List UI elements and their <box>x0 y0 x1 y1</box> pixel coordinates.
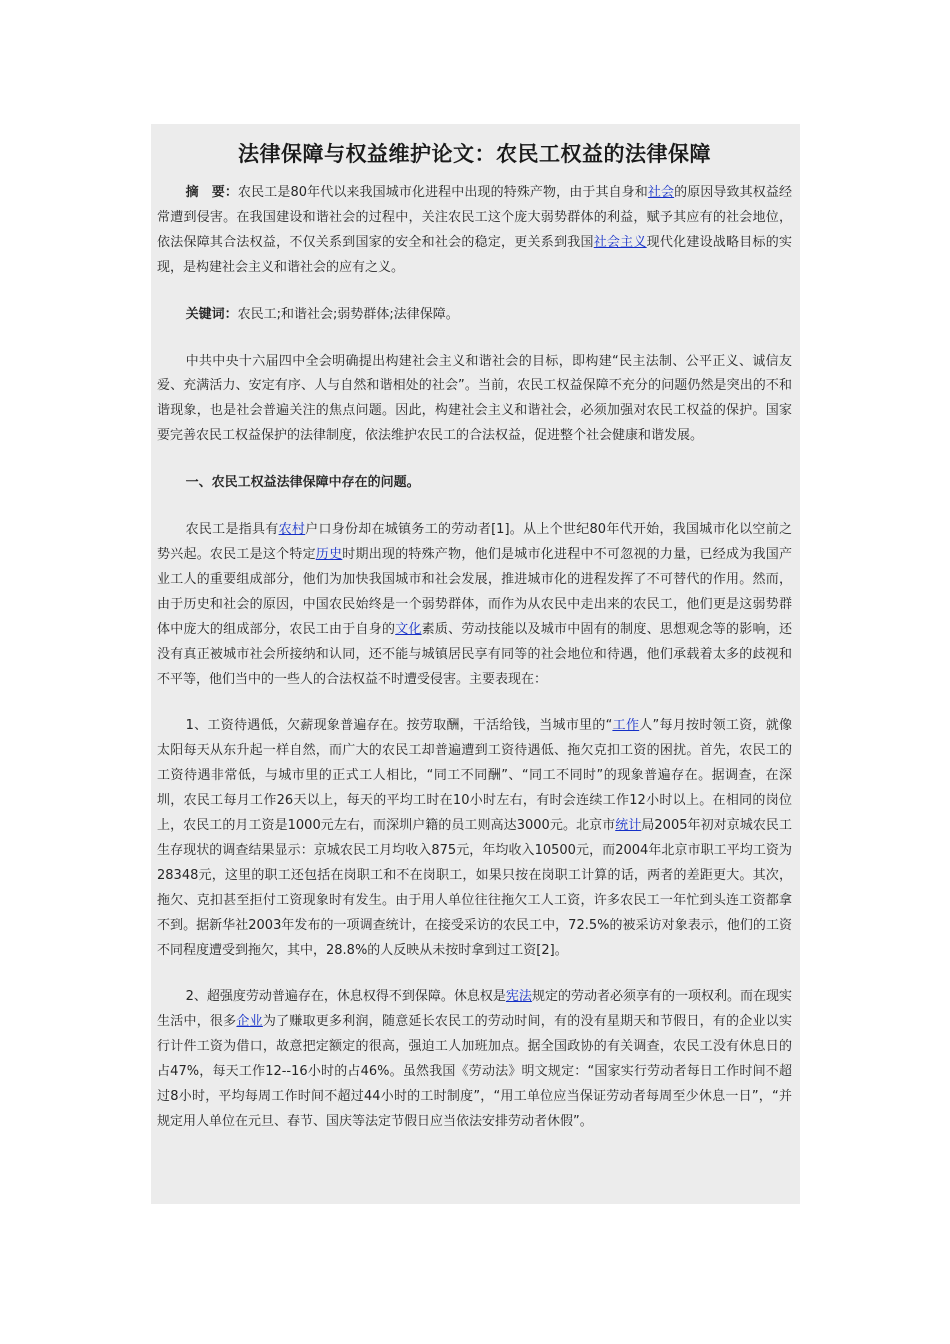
body-paragraph-2 <box>157 714 792 963</box>
abstract-paragraph <box>157 181 792 281</box>
keywords-label: 关键词： <box>185 306 238 322</box>
para-text: 规定的劳动者必须享有的一项权利。而在现实生活中，很多 <box>157 989 792 1030</box>
keywords-text: 农民工;和谐社会;弱势群体;法律保障。 <box>237 306 459 322</box>
para-text: 2、超强度劳动普遍存在，休息权得不到保障。休息权是 <box>185 989 506 1005</box>
abstract-text: 农民工是80年代以来我国城市化进程中出现的特殊产物，由于其自身和 <box>238 185 648 200</box>
section-heading: 一、农民工权益法律保障中存在的问题。 <box>185 475 420 491</box>
keywords-paragraph <box>157 303 792 328</box>
link-qiye[interactable]: 企业 <box>236 1014 263 1030</box>
para-text: 局2005年初对京城农民工生存现状的调查结果显示：京城农民工月均收入875元，年均收入10500元，而2004年北京市职工平均工资为28348元，这里的职工还包括在岗职工和不在岗职工，如果只按在岗职工计算的话，两者的差距更大。其次，拖欠、克扣甚至拒付工资现象时有发生。由于用人单位往往拖欠工人工资，许多农民工一年忙到头连工资都拿不到。据新华社2003年发布的一项调查统计，在接受采访的农民工中，72.5%的被采访对象表示，他们的工资不同程度遭受到拖欠，其中，28.8%的人反映从未按时拿到过工资[2]。 <box>157 818 792 958</box>
para-text: 素质、劳动技能以及城市中固有的制度、思想观念等的影响，还没有真正被城市社会所接纳和认同，还不能与城镇居民享有同等的社会地位和待遇，他们承载着太多的歧视和不平等，他们当中的一些人的合法权益不时遭受侵害。主要表现在： <box>157 621 792 687</box>
document-page <box>151 124 800 1204</box>
page-title: 法律保障与权益维护论文：农民工权益的法律保障 <box>238 142 711 166</box>
abstract-label: 摘 要： <box>185 185 239 200</box>
para-text: 人”每月按时领工资，就像太阳每天从东升起一样自然，而广大的农民工却普遍遭到工资待遇低、拖欠克扣工资的困扰。首先，农民工的工资待遇非常低，与城市里的正式工人相比，“同工不同酬”、“同工不同时”的现象普遍存在。据调查，在深圳，农民工每月工作26天以上，每天的平均工时在10小时左右，有时会连续工作12小时以上。在相同的岗位上，农民工的月工资是1000元左右，而深圳户籍的员工则高达3000元。北京市 <box>157 718 792 834</box>
link-shehuizhuyi[interactable]: 社会主义 <box>593 234 647 250</box>
body-paragraph-1 <box>157 518 792 692</box>
body-paragraph-3 <box>157 985 792 1134</box>
abstract-text: 的原因导致其权益经常遭到侵害。在我国建设和谐社会的过程中，关注农民工这个庞大弱势群体的利益，赋予其应有的社会地位，依法保障其合法权益，不仅关系到国家的安全和社会的稳定，更关系到我国 <box>157 185 792 250</box>
para-text: 为了赚取更多利润，随意延长农民工的劳动时间，有的没有星期天和节假日，有的企业以实行计件工资为借口，故意把定额定的很高，强迫工人加班加点。据全国政协的有关调查，农民工没有休息日的占47%，每天工作12--16小时的占46%。虽然我国《劳动法》明文规定：“国家实行劳动者每日工作时间不超过8小时，平均每周工作时间不超过44小时的工时制度”，“用工单位应当保证劳动者每周至少休息一日”，“并规定用人单位在元旦、春节、国庆等法定节假日应当依法安排劳动者休假”。 <box>157 1014 792 1129</box>
link-wenhua[interactable]: 文化 <box>395 621 422 637</box>
link-lishi[interactable]: 历史 <box>315 546 343 562</box>
para-text: 时期出现的特殊产物，他们是城市化进程中不可忽视的力量，已经成为我国产业工人的重要组成部分，他们为加快我国城市和社会发展，推进城市化的进程发挥了不可替代的作用。然而，由于历史和社会的原因，中国农民始终是一个弱势群体，而作为从农民中走出来的农民工，他们更是这弱势群体中庞大的组成部分，农民工由于自身的 <box>157 546 792 637</box>
abstract-text: 现代化建设战略目标的实现，是构建社会主义和谐社会的应有之义。 <box>157 234 792 275</box>
link-shehui[interactable]: 社会 <box>647 185 675 200</box>
link-tongji[interactable]: 统计 <box>615 818 642 834</box>
para-text: 农民工是指具有 <box>185 522 279 538</box>
link-xianfa[interactable]: 宪法 <box>505 989 532 1005</box>
intro-paragraph: 中共中央十六届四中全会明确提出构建社会主义和谐社会的目标，即构建“民主法制、公平正义、诚信友爱、充满活力、安定有序、人与自然和谐相处的社会”。当前，农民工权益保障不充分的问题仍然是突出的不和谐现象，也是社会普遍关注的焦点问题。因此，构建社会主义和谐社会，必须加强对农民工权益的保护。国家要完善农民工权益保护的法律制度，依法维护农民工的合法权益，促进整个社会健康和谐发展。 <box>157 353 792 444</box>
link-nongcun[interactable]: 农村 <box>278 522 306 538</box>
para-text: 户口身份却在城镇务工的劳动者[1]。从上个世纪80年代开始，我国城市化以空前之势兴起。农民工是这个特定 <box>157 522 792 562</box>
para-text: 1、工资待遇低，欠薪现象普遍存在。按劳取酬，干活给钱，当城市里的“ <box>185 718 613 734</box>
link-gongzuo[interactable]: 工作 <box>612 718 640 734</box>
